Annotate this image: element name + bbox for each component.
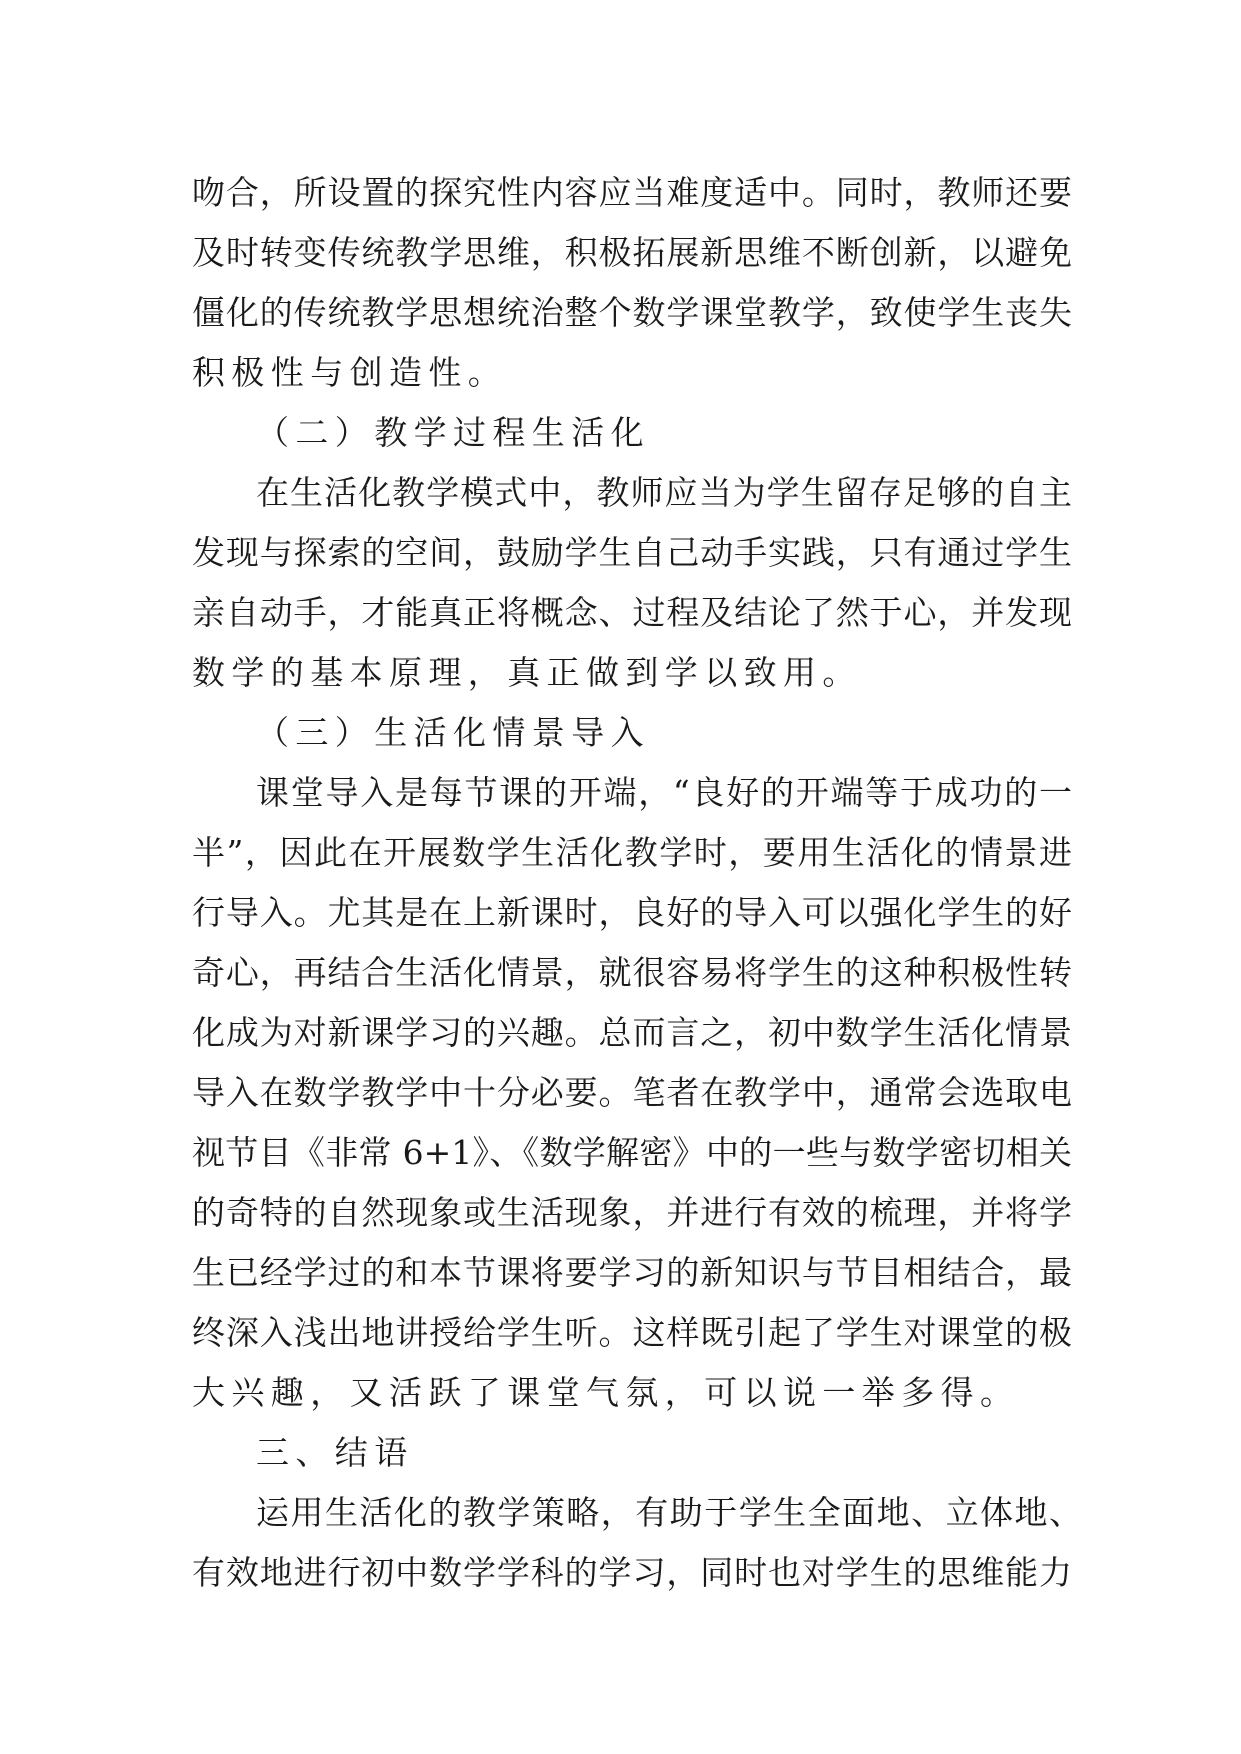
paragraph-line: 亲自动手，才能真正将概念、过程及结论了然于心，并发现 bbox=[192, 593, 1072, 632]
paragraph-line: 生已经学过的和本节课将要学习的新知识与节目相结合，最 bbox=[192, 1253, 1072, 1292]
paragraph-line: 在生活化教学模式中，教师应当为学生留存足够的自主 bbox=[256, 473, 1072, 512]
paragraph-line: 僵化的传统教学思想统治整个数学课堂教学，致使学生丧失 bbox=[192, 293, 1072, 332]
paragraph-line: 化成为对新课学习的兴趣。总而言之，初中数学生活化情景 bbox=[192, 1013, 1072, 1052]
paragraph-line: 视节目《非常 6+1》、《数学解密》中的一些与数学密切相关 bbox=[192, 1133, 1072, 1172]
paragraph-line: 运用生活化的教学策略，有助于学生全面地、立体地、 bbox=[256, 1493, 1082, 1532]
section-heading: （二）教学过程生活化 bbox=[256, 413, 650, 452]
paragraph-line: 数学的基本原理，真正做到学以致用。 bbox=[192, 653, 862, 692]
paragraph-line: 半”，因此在开展数学生活化教学时，要用生活化的情景进 bbox=[192, 833, 1072, 872]
paragraph-line: 导入在数学教学中十分必要。笔者在教学中，通常会选取电 bbox=[192, 1073, 1072, 1112]
paragraph-line: 的奇特的自然现象或生活现象，并进行有效的梳理，并将学 bbox=[192, 1193, 1072, 1232]
paragraph-line: 积极性与创造性。 bbox=[192, 353, 508, 392]
paragraph-line: 课堂导入是每节课的开端，“良好的开端等于成功的一 bbox=[256, 773, 1072, 812]
section-heading: 三、结语 bbox=[256, 1433, 414, 1472]
paragraph-line: 终深入浅出地讲授给学生听。这样既引起了学生对课堂的极 bbox=[192, 1313, 1072, 1352]
paragraph-line: 有效地进行初中数学学科的学习，同时也对学生的思维能力 bbox=[192, 1553, 1072, 1592]
paragraph-line: 大兴趣，又活跃了课堂气氛，可以说一举多得。 bbox=[192, 1373, 1020, 1412]
paragraph-line: 行导入。尤其是在上新课时，良好的导入可以强化学生的好 bbox=[192, 893, 1072, 932]
paragraph-line: 发现与探索的空间，鼓励学生自己动手实践，只有通过学生 bbox=[192, 533, 1072, 572]
paragraph-line: 吻合，所设置的探究性内容应当难度适中。同时，教师还要 bbox=[192, 173, 1072, 212]
paragraph-line: 及时转变传统教学思维，积极拓展新思维不断创新，以避免 bbox=[192, 233, 1072, 272]
section-heading: （三）生活化情景导入 bbox=[256, 713, 650, 752]
paragraph-line: 奇心，再结合生活化情景，就很容易将学生的这种积极性转 bbox=[192, 953, 1072, 992]
